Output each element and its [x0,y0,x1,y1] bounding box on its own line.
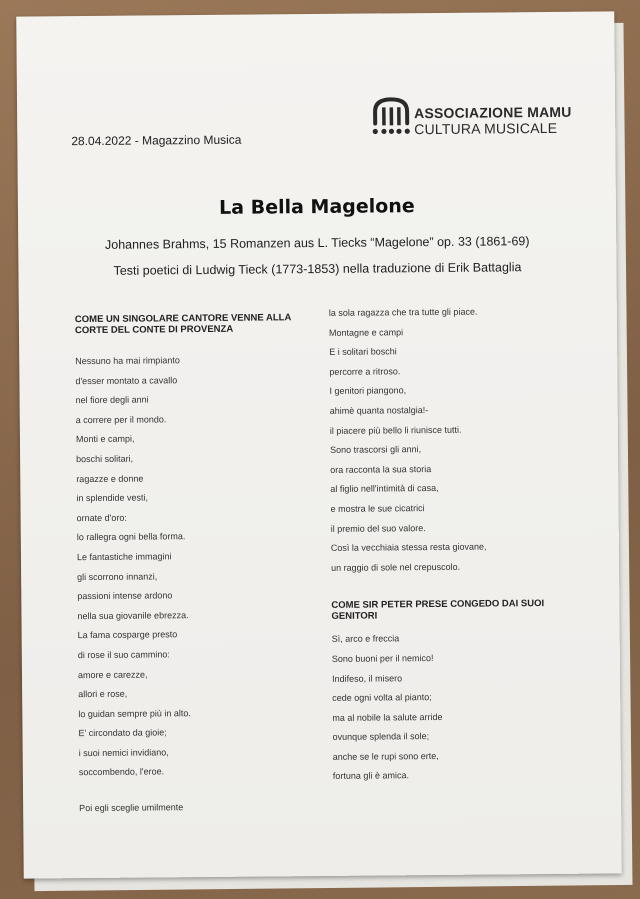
poem-line: al figlio nell'intimità di casa, [330,483,439,495]
poem-line: Monti e campi, [75,433,135,445]
date-venue: 28.04.2022 - Magazzino Musica [71,132,242,149]
poem-line: ahimè quanta nostalgia!- [329,405,429,416]
poem-line: Sono trascorsi gli anni, [330,444,422,456]
poem-line: gli scorrono innanzi, [77,570,158,582]
poem-line: a correre per il mondo. [75,414,167,425]
poem-line: Poi egli sceglie umilmente [79,802,184,814]
poem-line: d'esser montato a cavallo [75,374,178,386]
poem-line: cede ogni volta al pianto; [332,692,432,703]
poem-line: boschi solitari, [76,453,134,465]
poem-line: Le fantastiche immagini [76,551,172,563]
poem-line: nella sua giovanile ebrezza. [77,609,189,621]
poem-line: il premio del suo valore. [330,522,426,534]
poem-line: ma al nobile la salute arride [332,711,443,723]
poem-line: Indifeso, il misero [331,672,403,684]
poem-lines-left [75,350,329,819]
poem-line: E i solitari boschi [329,346,397,358]
subtitle-translation: Testi poetici di Ludwig Tieck (1773-1853) nella traduzione di Erik Battaglia [113,260,522,278]
poem-line: ornate d'oro: [76,512,127,523]
poem-line: amore e carezze, [77,669,148,680]
poem-lines-right-2 [332,628,583,787]
poem-line: fortuna gli è amica. [332,770,409,782]
poem-line: i suoi nemici invidiano, [78,747,169,758]
poem-line: la sola ragazza che tra tutte gli piace. [328,306,478,318]
poem-line: un raggio di sole nel crepuscolo. [331,561,461,573]
document-page [16,11,621,878]
poem-line: Così la vecchiaia stessa resta giovane, [330,541,487,554]
poem-line: lo guidan sempre più in alto. [78,707,191,719]
left-column [75,312,329,819]
mamu-logo [369,92,572,144]
poem-line: nel fiore degli anni [75,394,149,406]
poem-line: soccombendo, l'eroe. [78,766,165,778]
poem-line: E' circondato da gioie; [78,727,167,739]
mamu-logo-icon [369,93,413,139]
section-heading-1: COME UN SINGOLARE CANTORE VENNE ALLA CORTE DEL CONTE DI PROVENZA [74,312,291,337]
poem-line: e mostra le sue cicatrici [330,503,425,514]
subtitle-composer: Johannes Brahms, 15 Romanzen aus L. Tiecks “Magelone” op. 33 (1861-69) [104,234,530,252]
poem-lines-right [329,302,581,578]
page-title: La Bella Magelone [219,195,415,219]
poem-line: lo rallegra ogni bella forma. [76,531,186,543]
logo-tagline: CULTURA MUSICALE [414,119,558,138]
poem-line: percorre a ritroso. [329,366,401,377]
poem-line: ragazze e donne [76,473,144,484]
poem-line: anche se le rupi sono erte, [332,750,439,762]
poem-line: Nessuno ha mai rimpianto [75,355,180,367]
section-heading-2: COME SIR PETER PRESE CONGEDO DAI SUOI GENITORI [331,598,545,623]
poem-line: I genitori piangono, [329,385,407,397]
poem-line: passioni intense ardono [77,590,173,602]
poem-line: Sì, arco e freccia [331,633,400,645]
poem-line: di rose il suo cammino: [77,649,170,661]
poem-line: il piacere più bello li riunisce tutti. [329,424,462,436]
logo-name: ASSOCIAZIONE MAMU [414,103,572,122]
right-column [329,302,583,787]
poem-line: ovunque splenda il sole; [332,731,430,743]
poem-line: ora racconta la sua storia [330,463,432,475]
poem-line: in splendide vesti, [76,492,149,504]
poem-line: La fama cosparge presto [77,629,178,641]
poem-line: Montagne e campi [328,326,404,338]
poem-line: allori e rose, [78,688,128,700]
poem-line: Sono buoni per il nemico! [331,652,434,664]
